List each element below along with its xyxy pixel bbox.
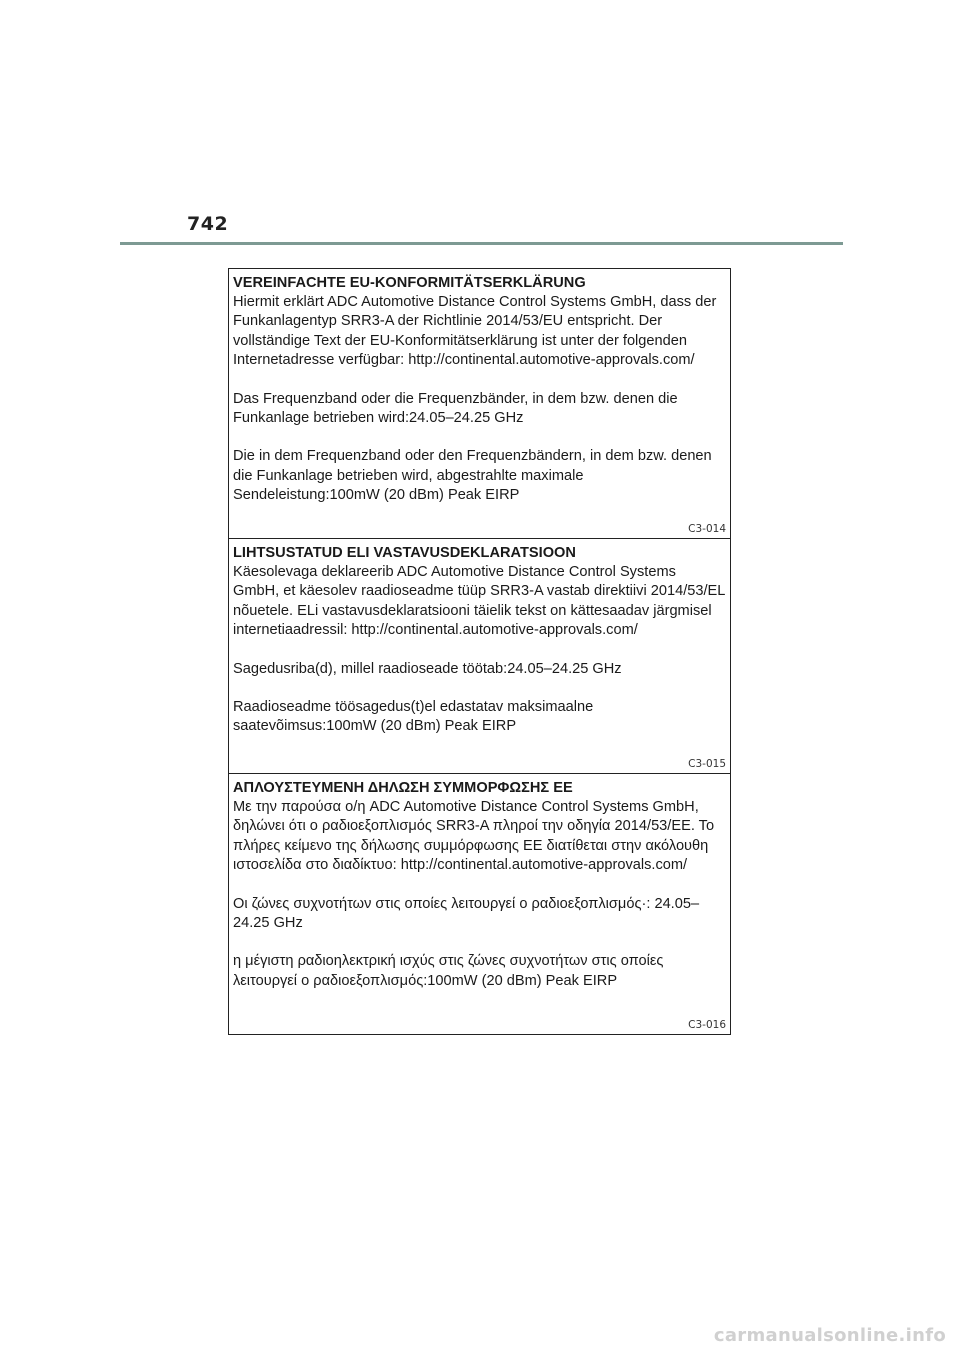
section-paragraph: Käesolevaga deklareerib ADC Automotive Distance Control Systems GmbH, et käesolev raadioseadme tüüp SRR3-A vastab direktiivi 2014/53/EL nõuetele. ELi vastavusdeklaratsiooni täielik tekst on kättesaadav järgmisel internetiaadressil: http://continental.automotive-approvals.com/	[233, 564, 725, 639]
section-code: C3-014	[688, 523, 726, 535]
section-paragraph: Sagedusriba(d), millel raadioseade töötab:24.05–24.25 GHz	[233, 660, 622, 677]
site-watermark: carmanualsonline.info	[713, 1325, 946, 1346]
header-divider	[120, 242, 843, 245]
section-paragraph: Οι ζώνες συχνοτήτων στις οποίες λειτουργεί ο ραδιοεξοπλισμός·: 24.05–24.25 GHz	[233, 895, 700, 932]
section-paragraph: Raadioseadme töösagedus(t)el edastatav maksimaalne saatevõimsus:100mW (20 dBm) Peak EIRP	[233, 699, 594, 735]
section-paragraph: Das Frequenzband oder die Frequenzbänder, in dem bzw. denen die Funkanlage betrieben wird:24.05–24.25 GHz	[233, 390, 678, 427]
declaration-section-german	[229, 269, 730, 538]
declaration-section-greek	[229, 773, 730, 1034]
declaration-section-estonian	[229, 538, 730, 773]
declaration-box	[228, 268, 731, 1035]
section-paragraph: Με την παρούσα ο/η ADC Automotive Distance Control Systems GmbH, δηλώνει ότι ο ραδιοεξοπλισμός SRR3-A πληροί την οδηγία 2014/53/ΕΕ. Το πλήρες κείμενο της δήλωσης συμμόρφωσης ΕΕ διατίθεται στην ακόλουθη ιστοσελίδα στο διαδίκτυο: http://continental.automotive-approvals.com/	[233, 799, 715, 874]
section-title: LIHTSUSTATUD ELI VASTAVUSDEKLARATSIOON	[233, 545, 576, 561]
section-paragraph: Hiermit erklärt ADC Automotive Distance Control Systems GmbH, dass der Funkanlagentyp SRR3-A der Richtlinie 2014/53/EU entspricht. Der vollständige Text der EU-Konformitätserklärung ist unter der folgenden Internetadresse verfügbar: http://continental.automotive-approvals.com/	[233, 294, 717, 369]
section-title: ΑΠΛΟΥΣΤΕΥΜΕΝΗ ΔΗΛΩΣΗ ΣΥΜΜΟΡΦΩΣΗΣ ΕΕ	[233, 780, 573, 796]
section-paragraph: Die in dem Frequenzband oder den Frequenzbändern, in dem bzw. denen die Funkanlage betrieben wird, abgestrahlte maximale Sendeleistung:100mW (20 dBm) Peak EIRP	[233, 448, 712, 504]
section-paragraph: η μέγιστη ραδιοηλεκτρική ισχύς στις ζώνες συχνοτήτων στις οποίες λειτουργεί ο ραδιοεξοπλισμός:100mW (20 dBm) Peak EIRP	[233, 953, 664, 989]
section-code: C3-016	[688, 1019, 726, 1031]
page-number: 742	[187, 213, 229, 235]
section-title: VEREINFACHTE EU-KONFORMITÄTSERKLÄRUNG	[233, 275, 586, 291]
section-code: C3-015	[688, 758, 726, 770]
